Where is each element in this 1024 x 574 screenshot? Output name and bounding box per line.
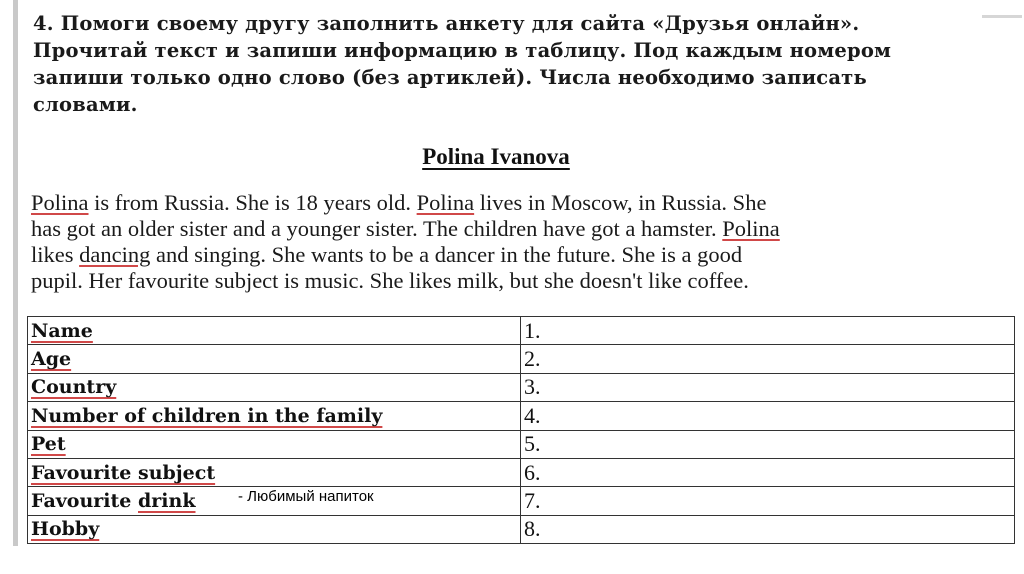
profile-table — [27, 316, 1015, 544]
story-text: likes — [31, 242, 80, 267]
row-label: Number of children in the family — [28, 402, 521, 430]
row-label: Name — [28, 317, 521, 345]
task-line: 4. Помоги своему другу заполнить анкету для сайта «Друзья онлайн». — [33, 12, 860, 35]
story-line: pupil. Her favourite subject is music. She likes milk, but she doesn't like coffee. — [31, 268, 749, 293]
corner-decoration — [982, 15, 1022, 18]
story-word: Polina — [31, 190, 89, 215]
answer-cell[interactable]: 8. — [521, 515, 1015, 543]
table-row — [28, 345, 1015, 373]
answer-cell[interactable]: 4. — [521, 402, 1015, 430]
task-line: запиши только одно слово (без артиклей). Числа необходимо записать — [33, 66, 867, 89]
row-label: Favourite drink — [28, 487, 521, 515]
story-word: Polina — [416, 190, 475, 215]
title-text: Polina Ivanova — [422, 144, 570, 169]
task-line: словами. — [33, 93, 138, 116]
answer-cell[interactable]: 1. — [521, 317, 1015, 345]
table-row — [28, 430, 1015, 458]
answer-cell[interactable]: 7. — [521, 487, 1015, 515]
answer-cell[interactable]: 2. — [521, 345, 1015, 373]
translation-note: - Любимый напиток — [238, 488, 374, 505]
table-row — [28, 402, 1015, 430]
story-word: Polina — [722, 216, 780, 241]
story-line — [31, 216, 991, 242]
task-line: Прочитай текст и запиши информацию в таблицу. Под каждым номером — [33, 39, 892, 62]
answer-cell[interactable]: 6. — [521, 458, 1015, 486]
story-line — [31, 190, 991, 216]
row-label: Country — [28, 373, 521, 401]
row-label: Pet — [28, 430, 521, 458]
row-label: Hobby — [28, 515, 521, 543]
table-row — [28, 487, 1015, 515]
row-label: Favourite subject — [28, 458, 521, 486]
row-label: Age — [28, 345, 521, 373]
text-title — [0, 144, 1000, 170]
story-text: and singing. She wants to be a dancer in the future. She is a good — [150, 242, 743, 267]
story-word: dancing — [79, 242, 151, 267]
answer-cell[interactable]: 3. — [521, 373, 1015, 401]
table-row — [28, 317, 1015, 345]
task-instructions — [33, 10, 973, 118]
story-text: is from Russia. She is 18 years old. — [88, 190, 417, 215]
table-row — [28, 515, 1015, 543]
left-border-bar — [13, 0, 18, 546]
story-text: lives in Moscow, in Russia. She — [474, 190, 767, 215]
story-paragraph — [31, 190, 991, 294]
answer-cell[interactable]: 5. — [521, 430, 1015, 458]
story-line — [31, 242, 991, 268]
table-row — [28, 373, 1015, 401]
story-text: has got an older sister and a younger sister. The children have got a hamster. — [31, 216, 723, 241]
table-row — [28, 458, 1015, 486]
